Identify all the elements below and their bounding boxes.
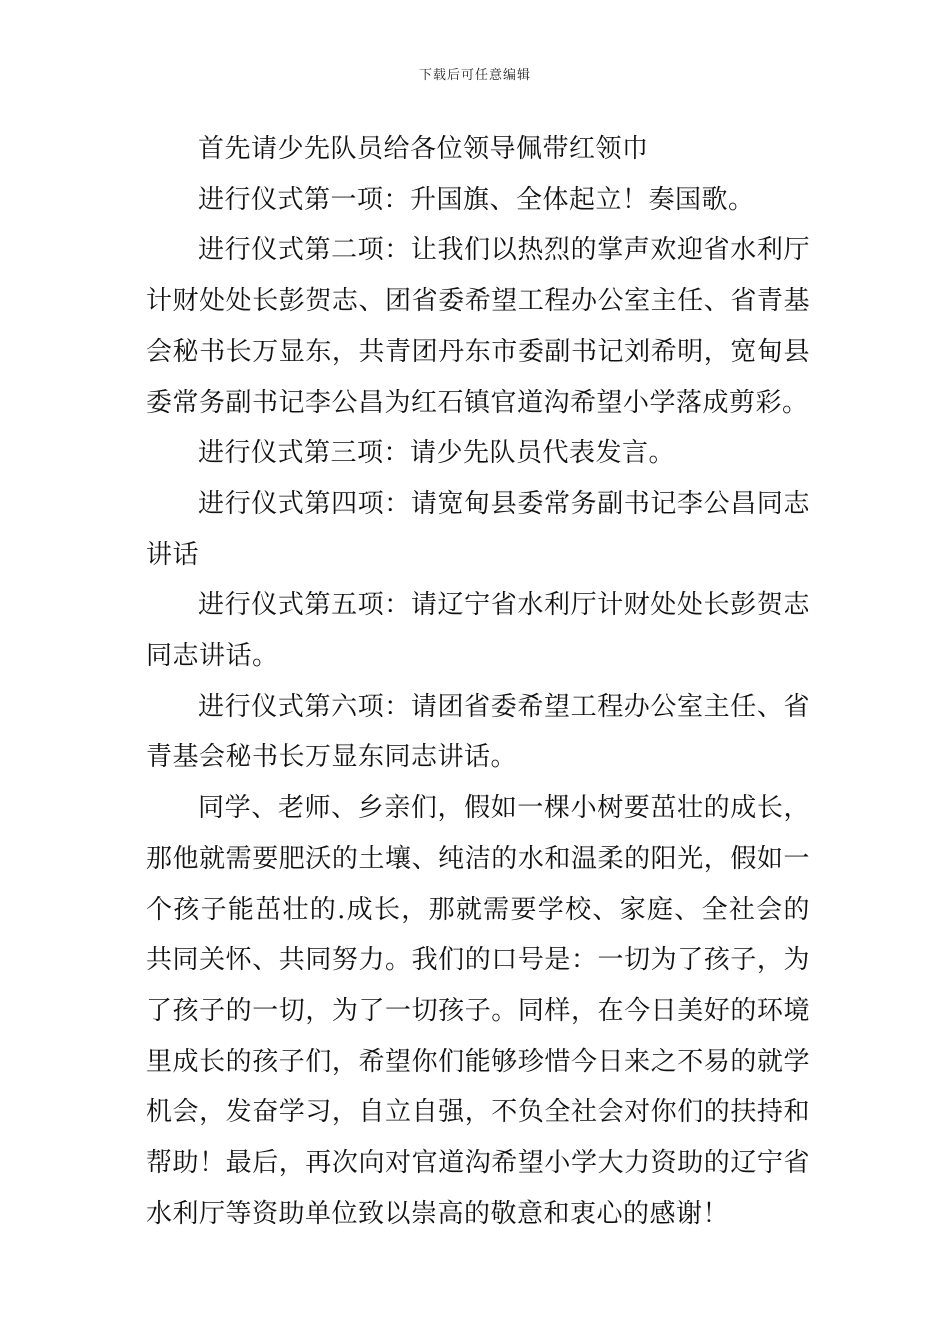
paragraph-item-2: 进行仪式第二项：让我们以热烈的掌声欢迎省水利厅计财处处长彭贺志、团省委希望工程办公室主任、省青基会秘书长万显东，共青团丹东市委副书记刘希明，宽甸县委常务副书记李公昌为红石镇官道沟希望小学落成剪彩。 [146, 235, 810, 418]
paragraph-closing-speech: 同学、老师、乡亲们，假如一棵小树要茁壮的成长，那他就需要肥沃的土壤、纯洁的水和温柔的阳光，假如一个孩子能茁壮的.成长，那就需要学校、家庭、全社会的共同关怀、共同努力。我们的口号是：一切为了孩子，为了孩子的一切，为了一切孩子。同样，在今日美好的环境里成长的孩子们，希望你们能够珍惜今日来之不易的就学机会，发奋学习，自立自强，不负全社会对你们的扶持和帮助！最后，再次向对官道沟希望小学大力资助的辽宁省水利厅等资助单位致以崇高的敬意和衷心的感谢！ [146, 793, 810, 1229]
document-body [146, 124, 810, 1239]
page-header-note: 下载后可任意编辑 [418, 68, 531, 83]
paragraph-item-4: 进行仪式第四项：请宽甸县委常务副书记李公昌同志讲话 [146, 488, 810, 570]
paragraph-item-3: 进行仪式第三项：请少先队员代表发言。 [198, 438, 676, 469]
paragraph-item-5: 进行仪式第五项：请辽宁省水利厅计财处处长彭贺志同志讲话。 [146, 590, 810, 672]
paragraph-opening: 首先请少先队员给各位领导佩带红领巾 [198, 134, 649, 164]
paragraph-item-6: 进行仪式第六项：请团省委希望工程办公室主任、省青基会秘书长万显东同志讲话。 [146, 691, 810, 773]
paragraph-item-1: 进行仪式第一项：升国旗、全体起立！奏国歌。 [198, 184, 755, 215]
